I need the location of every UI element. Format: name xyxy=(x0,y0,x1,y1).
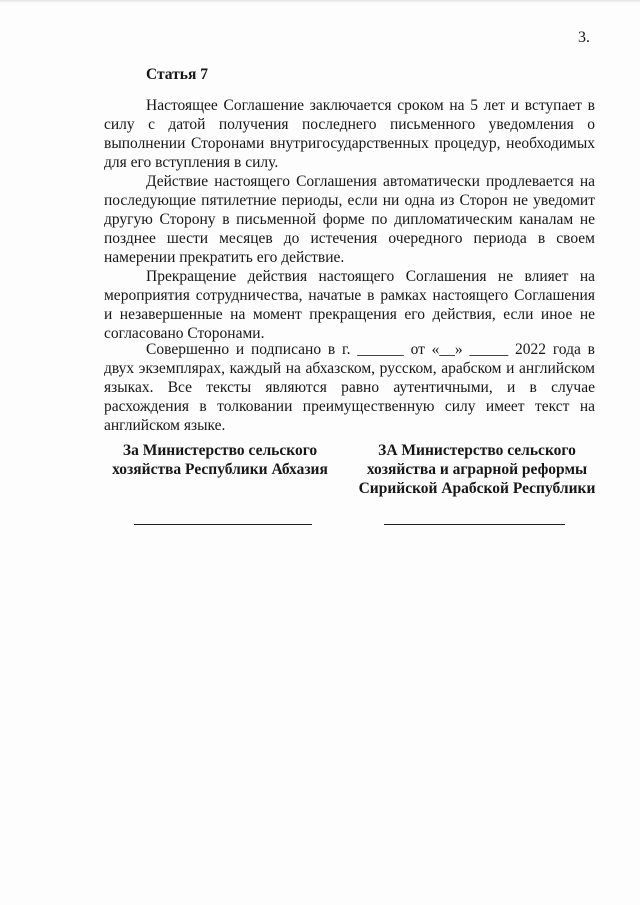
paragraph-term: Настоящее Соглашение заключается сроком на 5 лет и вступает в силу с датой получения последнего письменного уведомления о выполнении Сторонами внутригосударственных процедур, необходимых для его вступления в силу. xyxy=(104,97,595,171)
paragraph-termination: Прекращение действия настоящего Соглашения не влияет на мероприятия сотрудничества, начатые в рамках настоящего Соглашения и незавершенные на момент прекращения его действия, если иное не согласовано Сторонами. xyxy=(104,268,595,342)
signatory-abkhazia-line-2: хозяйства Республики Абхазия xyxy=(112,461,328,478)
signatory-syria-line-2: хозяйства и аграрной реформы xyxy=(366,461,588,478)
scan-edge xyxy=(0,0,640,3)
signature-line-syria xyxy=(384,524,565,525)
signing-clause xyxy=(104,340,595,435)
article-title: Статья 7 xyxy=(146,66,208,83)
signatory-syria xyxy=(350,441,604,498)
signatory-syria-line-1: ЗА Министерство сельского xyxy=(378,442,576,459)
signatory-abkhazia xyxy=(104,441,336,479)
page-number: 3. xyxy=(578,29,590,46)
signatory-abkhazia-line-1: За Министерство сельского xyxy=(122,442,318,459)
signatories xyxy=(104,441,604,561)
paragraph-signed: Совершенно и подписано в г. ______ от «__» _____ 2022 года в двух экземплярах, каждый на абхазском, русском, арабском и английском языках. Все тексты являются равно аутентичными, и в случае расхождения в толковании преимущественную силу имеет текст на английском языке. xyxy=(104,341,595,434)
article-body xyxy=(104,96,595,343)
paragraph-renewal: Действие настоящего Соглашения автоматически продлевается на последующие пятилетние периоды, если ни одна из Сторон не уведомит другую Сторону в письменной форме по дипломатическим каналам не позднее шести месяцев до истечения очередного периода в своем намерении прекратить его действие. xyxy=(104,173,595,266)
signatory-syria-line-3: Сирийской Арабской Республики xyxy=(358,480,596,497)
signature-line-abkhazia xyxy=(134,524,312,525)
